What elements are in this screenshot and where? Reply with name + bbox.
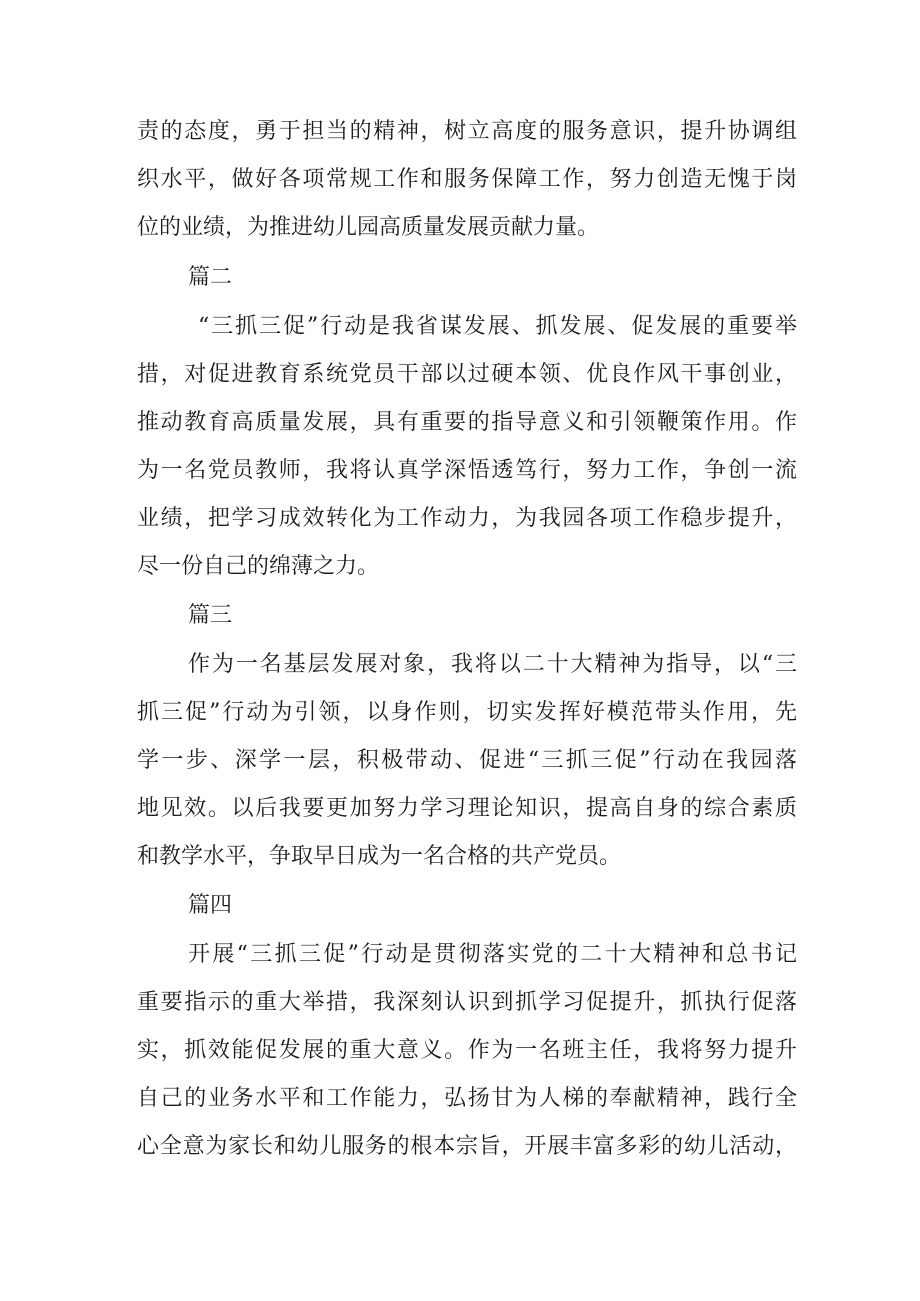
- paragraph-line: 地见效。以后我要更加努力学习理论知识，提高自身的综合素质: [137, 796, 797, 821]
- paragraph-line: 业绩，把学习成效转化为工作动力，为我园各项工作稳步提升，: [137, 506, 797, 531]
- section-heading: 篇二: [188, 265, 233, 290]
- paragraph-line: 位的业绩，为推进幼儿园高质量发展贡献力量。: [137, 215, 600, 240]
- paragraph-line: 自己的业务水平和工作能力，弘扬甘为人梯的奉献精神，践行全: [137, 1086, 797, 1111]
- paragraph-line: 织水平，做好各项常规工作和服务保障工作，努力创造无愧于岗: [137, 167, 797, 192]
- paragraph-line: 开展“三抓三促”行动是贯彻落实党的二十大精神和总书记: [188, 942, 797, 967]
- paragraph-line: 推动教育高质量发展，具有重要的指导意义和引领鞭策作用。作: [137, 410, 797, 435]
- paragraph-line: 重要指示的重大举措，我深刻认识到抓学习促提升，抓执行促落: [137, 990, 797, 1015]
- section-heading: 篇三: [188, 603, 233, 628]
- paragraph-line: 作为一名基层发展对象，我将以二十大精神为指导，以“三: [188, 652, 797, 677]
- paragraph-line: 和教学水平，争取早日成为一名合格的共产党员。: [137, 844, 622, 869]
- paragraph-line: 心全意为家长和幼儿服务的根本宗旨，开展丰富多彩的幼儿活动，: [137, 1134, 797, 1159]
- paragraph-line: 实，抓效能促发展的重大意义。作为一名班主任，我将努力提升: [137, 1038, 797, 1063]
- paragraph-line: 为一名党员教师，我将认真学深悟透笃行，努力工作，争创一流: [137, 458, 797, 483]
- paragraph-line: 尽一份自己的绵薄之力。: [137, 554, 380, 579]
- paragraph-line: 责的态度，勇于担当的精神，树立高度的服务意识，提升协调组: [137, 119, 797, 144]
- section-heading: 篇四: [188, 893, 233, 918]
- paragraph-line: 学一步、深学一层，积极带动、促进“三抓三促”行动在我园落: [137, 748, 797, 773]
- paragraph-line: 抓三促”行动为引领，以身作则，切实发挥好模范带头作用，先: [137, 700, 797, 725]
- paragraph-line: 措，对促进教育系统党员干部以过硬本领、优良作风干事创业，: [137, 362, 797, 387]
- paragraph-line: “三抓三促”行动是我省谋发展、抓发展、促发展的重要举: [198, 314, 797, 339]
